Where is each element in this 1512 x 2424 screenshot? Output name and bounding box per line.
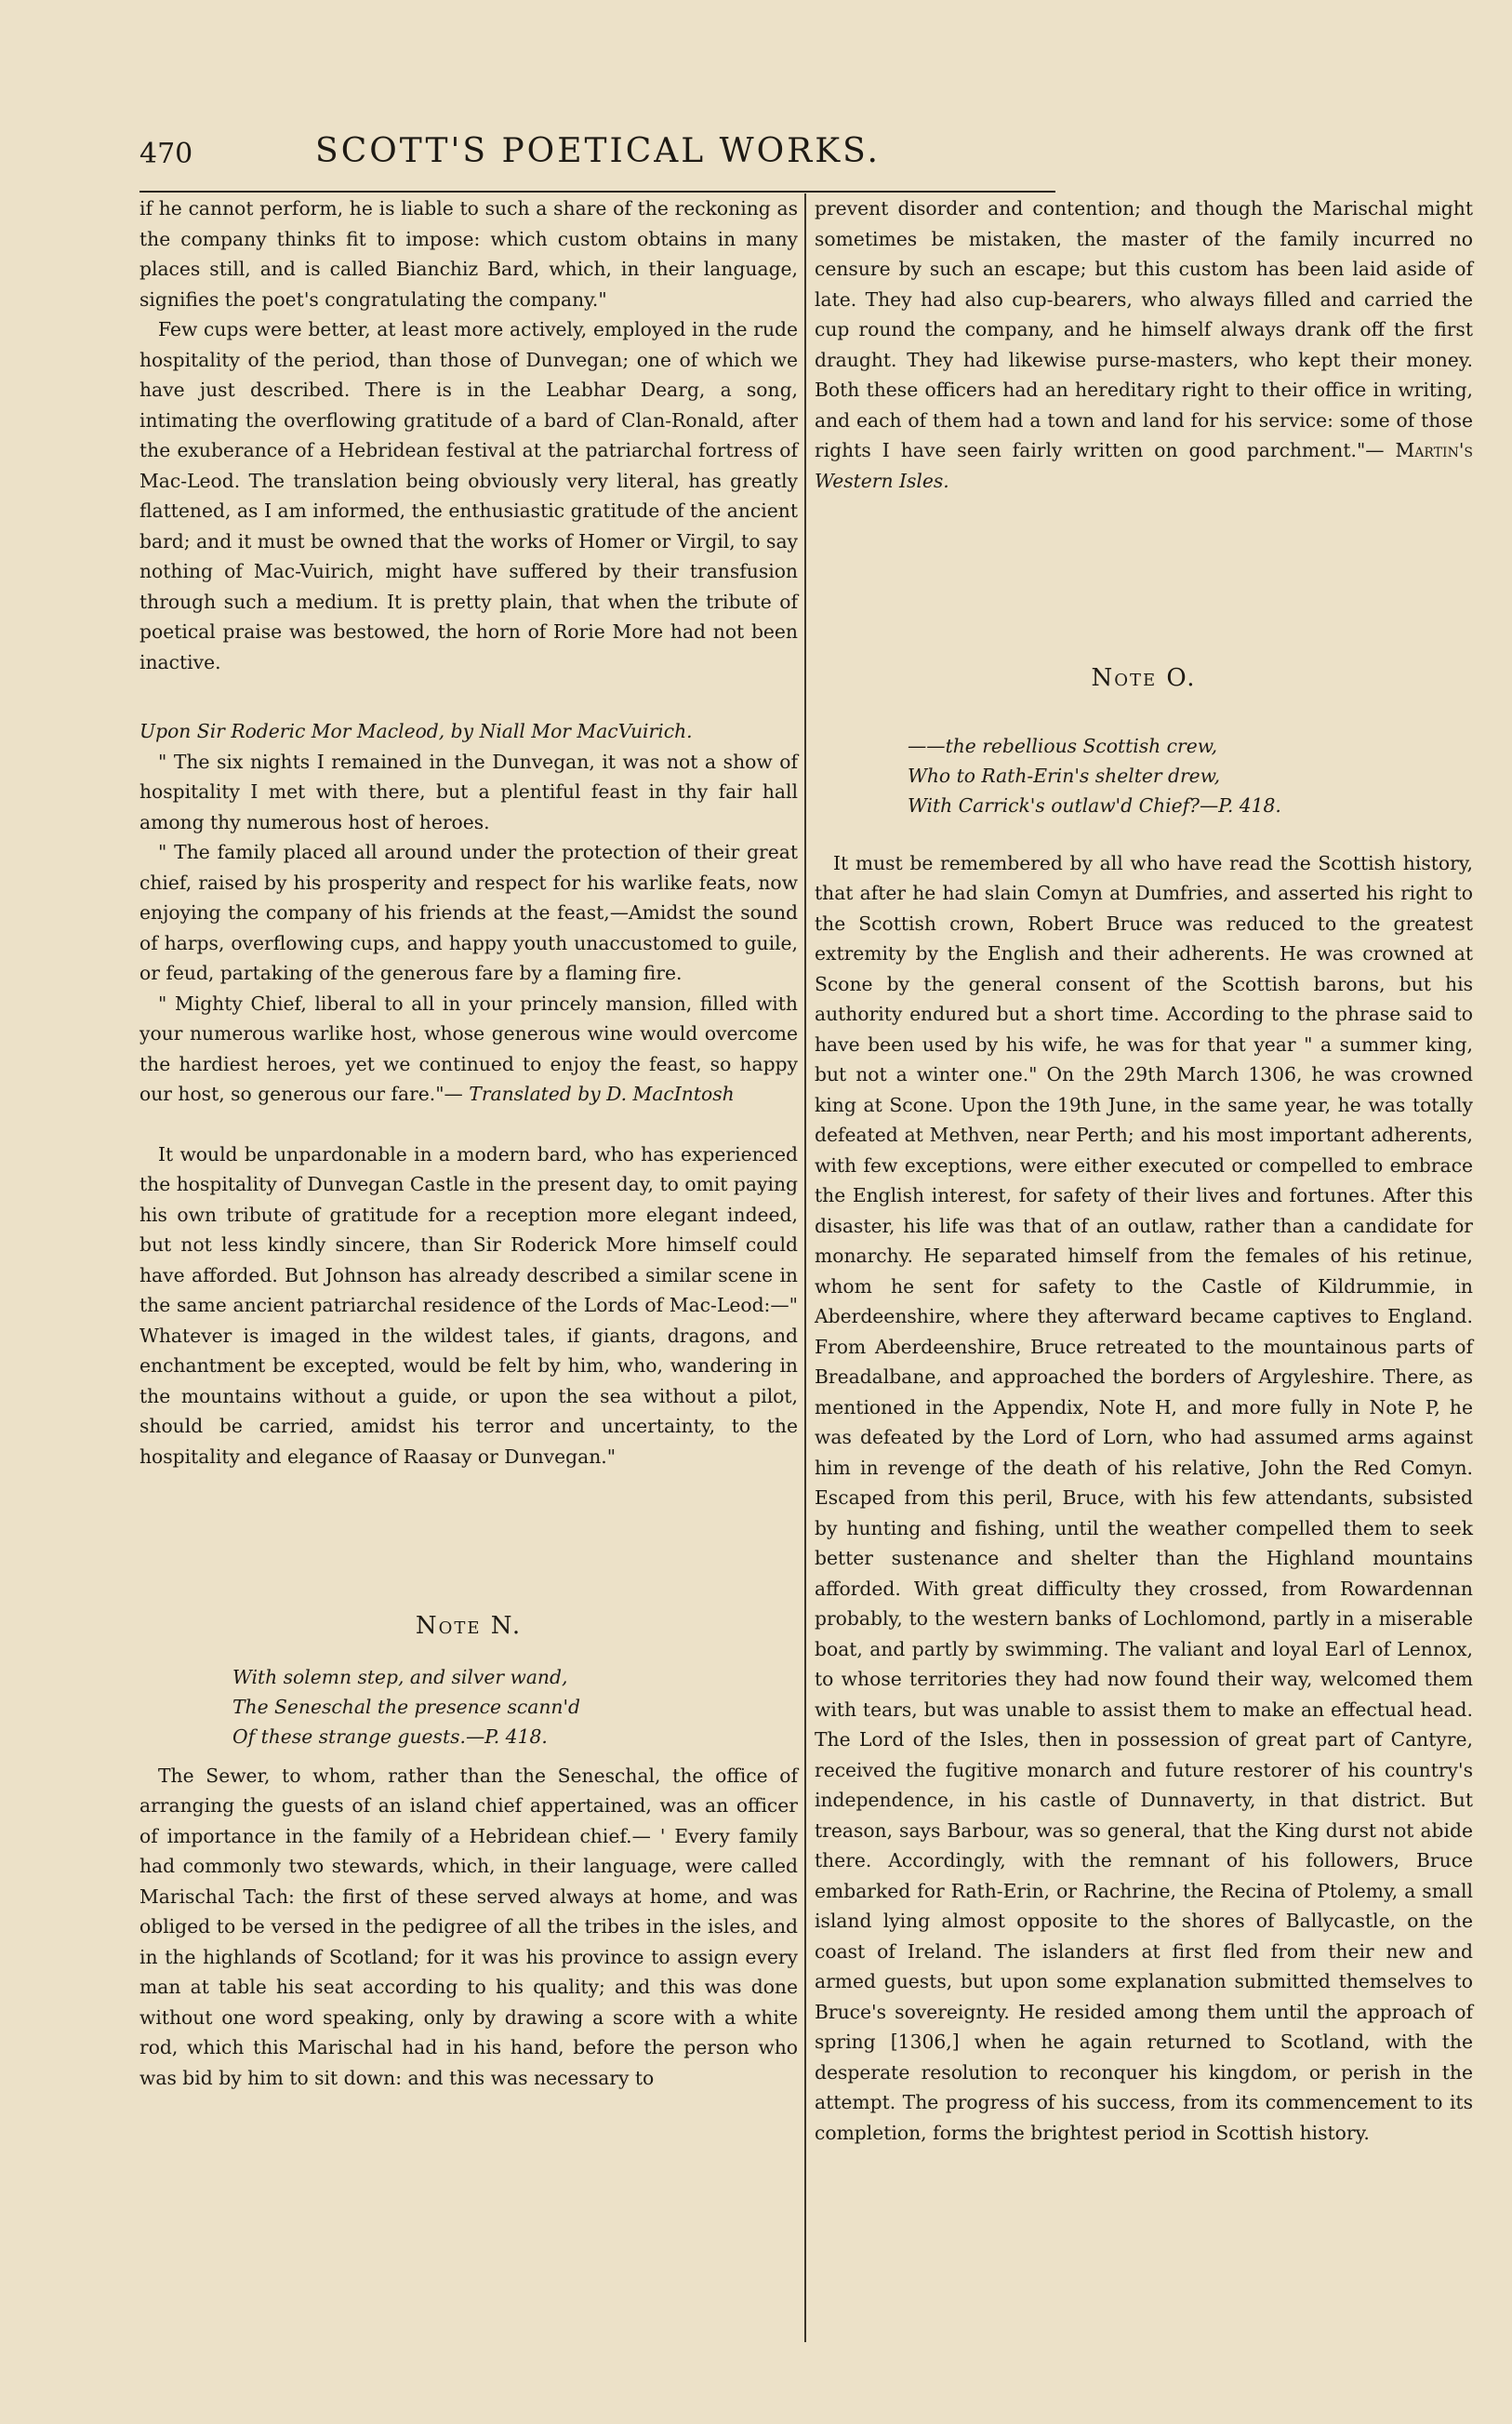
spacer [815, 496, 1473, 663]
note-o-epigraph [908, 731, 1473, 820]
translator-signature: Translated by D. MacIntosh [469, 1083, 735, 1105]
spacer [139, 677, 798, 707]
spacer [139, 1751, 798, 1761]
spacer [139, 1472, 798, 1611]
header-rule [139, 191, 1055, 193]
running-head: SCOTT'S POETICAL WORKS. [315, 132, 881, 170]
verse-line: Who to Rath-Erin's shelter drew, [908, 764, 1221, 787]
source-title: Western Isles. [815, 469, 949, 492]
note-n-title: Note N. [415, 1612, 523, 1640]
right-paragraph-2: It must be remembered by all who have read the Scottish history, that after he had slain Comyn at Dumfries, and asserted his right to the Scottish crown, Robert Bruce was reduced to the greatest extremity by the English and their adherents. He was crowned at Scone by the general consent of the Scottish barons, but his authority endured but a short time. According to the phrase said to have been used by his wife, he was for that year " a summer king, but not a winter one." On the 29th March 1306, he was crowned king at Scone. Upon the 19th June, in the same year, he was totally defeated at Methven, near Perth; and his most important adherents, with few exceptions, were either executed or compelled to embrace the English interest, for safety of their lives and fortunes. After this disaster, his life was that of an outlaw, rather than a candidate for monarchy. He separated himself from the females of his retinue, whom he sent for safety to the Castle of Kildrummie, in Aberdeenshire, where they afterward became captives to England. From Aberdeenshire, Bruce retreated to the mountainous parts of Breadalbane, and approached the borders of Argyleshire. There, as mentioned in the Appendix, Note H, and more fully in Note P, he was defeated by the Lord of Lorn, who had assumed arms against him in revenge of the death of his relative, John the Red Comyn. Escaped from this peril, Bruce, with his few attendants, subsisted by hunting and fishing, until the weather compelled them to seek better sustenance and shelter than the Highland mountains afforded. With great difficulty they crossed, from Rowardennan probably, to the western banks of Lochlomond, partly in a miserable boat, and partly by swimming. The valiant and loyal Earl of Lennox, to whose territories they had now found their way, welcomed them with tears, but was unable to assist them to make an effectual head. The Lord of the Isles, then in possession of great part of Cantyre, received the fugitive monarch and future restorer of his country's independence, in his castle of Dunnaverty, in that district. But treason, says Barbour, was so general, that the King durst not abide there. Accordingly, with the remnant of his followers, Bruce embarked for Rath-Erin, or Rachrine, the Recina of Ptolemy, a small island lying almost opposite to the shores of Ballycastle, on the coast of Ireland. The islanders at first fled from their new and armed guests, but upon some explanation submitted themselves to Bruce's sovereignty. He resided among them until the approach of spring [1306,] when he again returned to Scotland, with the desperate resolution to reconquer his kingdom, or perish in the attempt. The progress of his success, from its commencement to its completion, forms the brightest period in Scottish history. [815, 851, 1473, 2144]
left-paragraph-6: It would be unpardonable in a modern bard, who has experienced the hospitality of Dunvegan Castle in the present day, to omit paying his own tribute of gratitude for a reception more elegant indeed, but not less kindly sincere, than Sir Roderick More himself could have afforded. But Johnson has already described a similar scene in the same ancient patriarchal residence of the Lords of Mac-Leod:—" Whatever is imaged in the wildest tales, if giants, dragons, and enchantment be excepted, would be felt by him, who, wandering in the mountains without a guide, or upon the sea without a pilot, should be carried, amidst his terror and uncertainty, to the hospitality and elegance of Raasay or Dunvegan." [139, 1142, 798, 1468]
source-author: Martin's [1395, 439, 1473, 461]
verse-line: The Seneschal the presence scann'd [232, 1695, 581, 1718]
spacer [815, 694, 1473, 731]
left-paragraph-7: The Sewer, to whom, rather than the Seneschal, the office of arranging the guests of an island chief appertained, was an officer of importance in the family of a Hebridean chief.— ' Every family had commonly two stewards, which, in their language, were called Marischal Tach: the first of these served always at home, and was obliged to be versed in the pedigree of all the tribes in the isles, and in the highlands of Scotland; for it was his province to assign every man at table his seat according to his quality; and this was done without one word speaking, only by drawing a score with a white rod, which this Marischal had in his hand, before the person who was bid by him to sit down: and this was necessary to [139, 1764, 798, 2089]
martin-quote: prevent disorder and contention; and though the Marischal might sometimes be mistaken, the master of the family incurred no censure by such an escape; but this custom has been laid aside of late. They had also cup-bearers, who always filled and carried the cup round the company, and he himself always drank off the first draught. They had likewise purse-masters, who kept their money. Both these officers had an hereditary right to their office in writing, and each of them had a town and land for his service: some of those rights I have seen fairly written on good parchment."— [815, 197, 1473, 461]
spacer [139, 1642, 798, 1662]
column-divider [804, 193, 806, 2342]
page-header [139, 132, 1056, 179]
left-paragraph-1: if he cannot perform, he is liable to such a share of the reckoning as the company thinks fit to impose: which custom obtains in many places still, and is called Bianchiz Bard, which, in their language, signifies the poet's congratulating the company." [139, 197, 798, 311]
left-column [139, 193, 798, 2093]
note-o-title: Note O. [1091, 664, 1197, 692]
verse-line: Of these strange guests.—P. 418. [232, 1725, 548, 1748]
right-column [815, 193, 1473, 2148]
page-number: 470 [139, 138, 193, 170]
spacer [815, 820, 1473, 848]
poem-subheading: Upon Sir Roderic Mor Macleod, by Niall Mor MacVuirich. [139, 720, 693, 742]
translation-text: " Mighty Chief, liberal to all in your princely mansion, filled with your numerous warlike host, whose generous wine would overcome the hardiest heroes, yet we continued to enjoy the feast, so happy our host, so generous our fare."— [139, 992, 798, 1105]
left-paragraph-3: " The six nights I remained in the Dunvegan, it was not a show of hospitality I met with there, but a plentiful feast in thy fair hall among thy numerous host of heroes. [139, 750, 798, 833]
spacer [139, 1110, 798, 1139]
right-paragraph-1 [815, 193, 1473, 496]
note-n-epigraph [232, 1662, 798, 1751]
left-paragraph-2: Few cups were better, at least more actively, employed in the rude hospitality of the period, than those of Dunvegan; one of which we have just described. There is in the Leabhar Dearg, a song, intimating the overflowing gratitude of a bard of Clan-Ronald, after the exuberance of a Hebridean festival at the patriarchal fortress of Mac-Leod. The translation being obviously very literal, has greatly flattened, as I am informed, the enthusiastic gratitude of the ancient bard; and it must be owned that the works of Homer or Virgil, to say nothing of Mac-Vuirich, might have suffered by their transfusion through such a medium. It is pretty plain, that when the tribute of poetical praise was bestowed, the horn of Rorie More had not been inactive. [139, 318, 798, 673]
left-paragraph-4: " The family placed all around under the protection of their great chief, raised by his prosperity and respect for his warlike feats, now enjoying the company of his friends at the feast,—Amidst the sound of harps, overflowing cups, and happy youth unaccustomed to guile, or feud, partaking of the generous fare by a flaming fire. [139, 841, 798, 984]
verse-line: ——the rebellious Scottish crew, [908, 734, 1218, 757]
verse-line: With solemn step, and silver wand, [232, 1665, 568, 1688]
left-paragraph-5 [139, 989, 798, 1110]
verse-line: With Carrick's outlaw'd Chief?—P. 418. [908, 793, 1281, 817]
